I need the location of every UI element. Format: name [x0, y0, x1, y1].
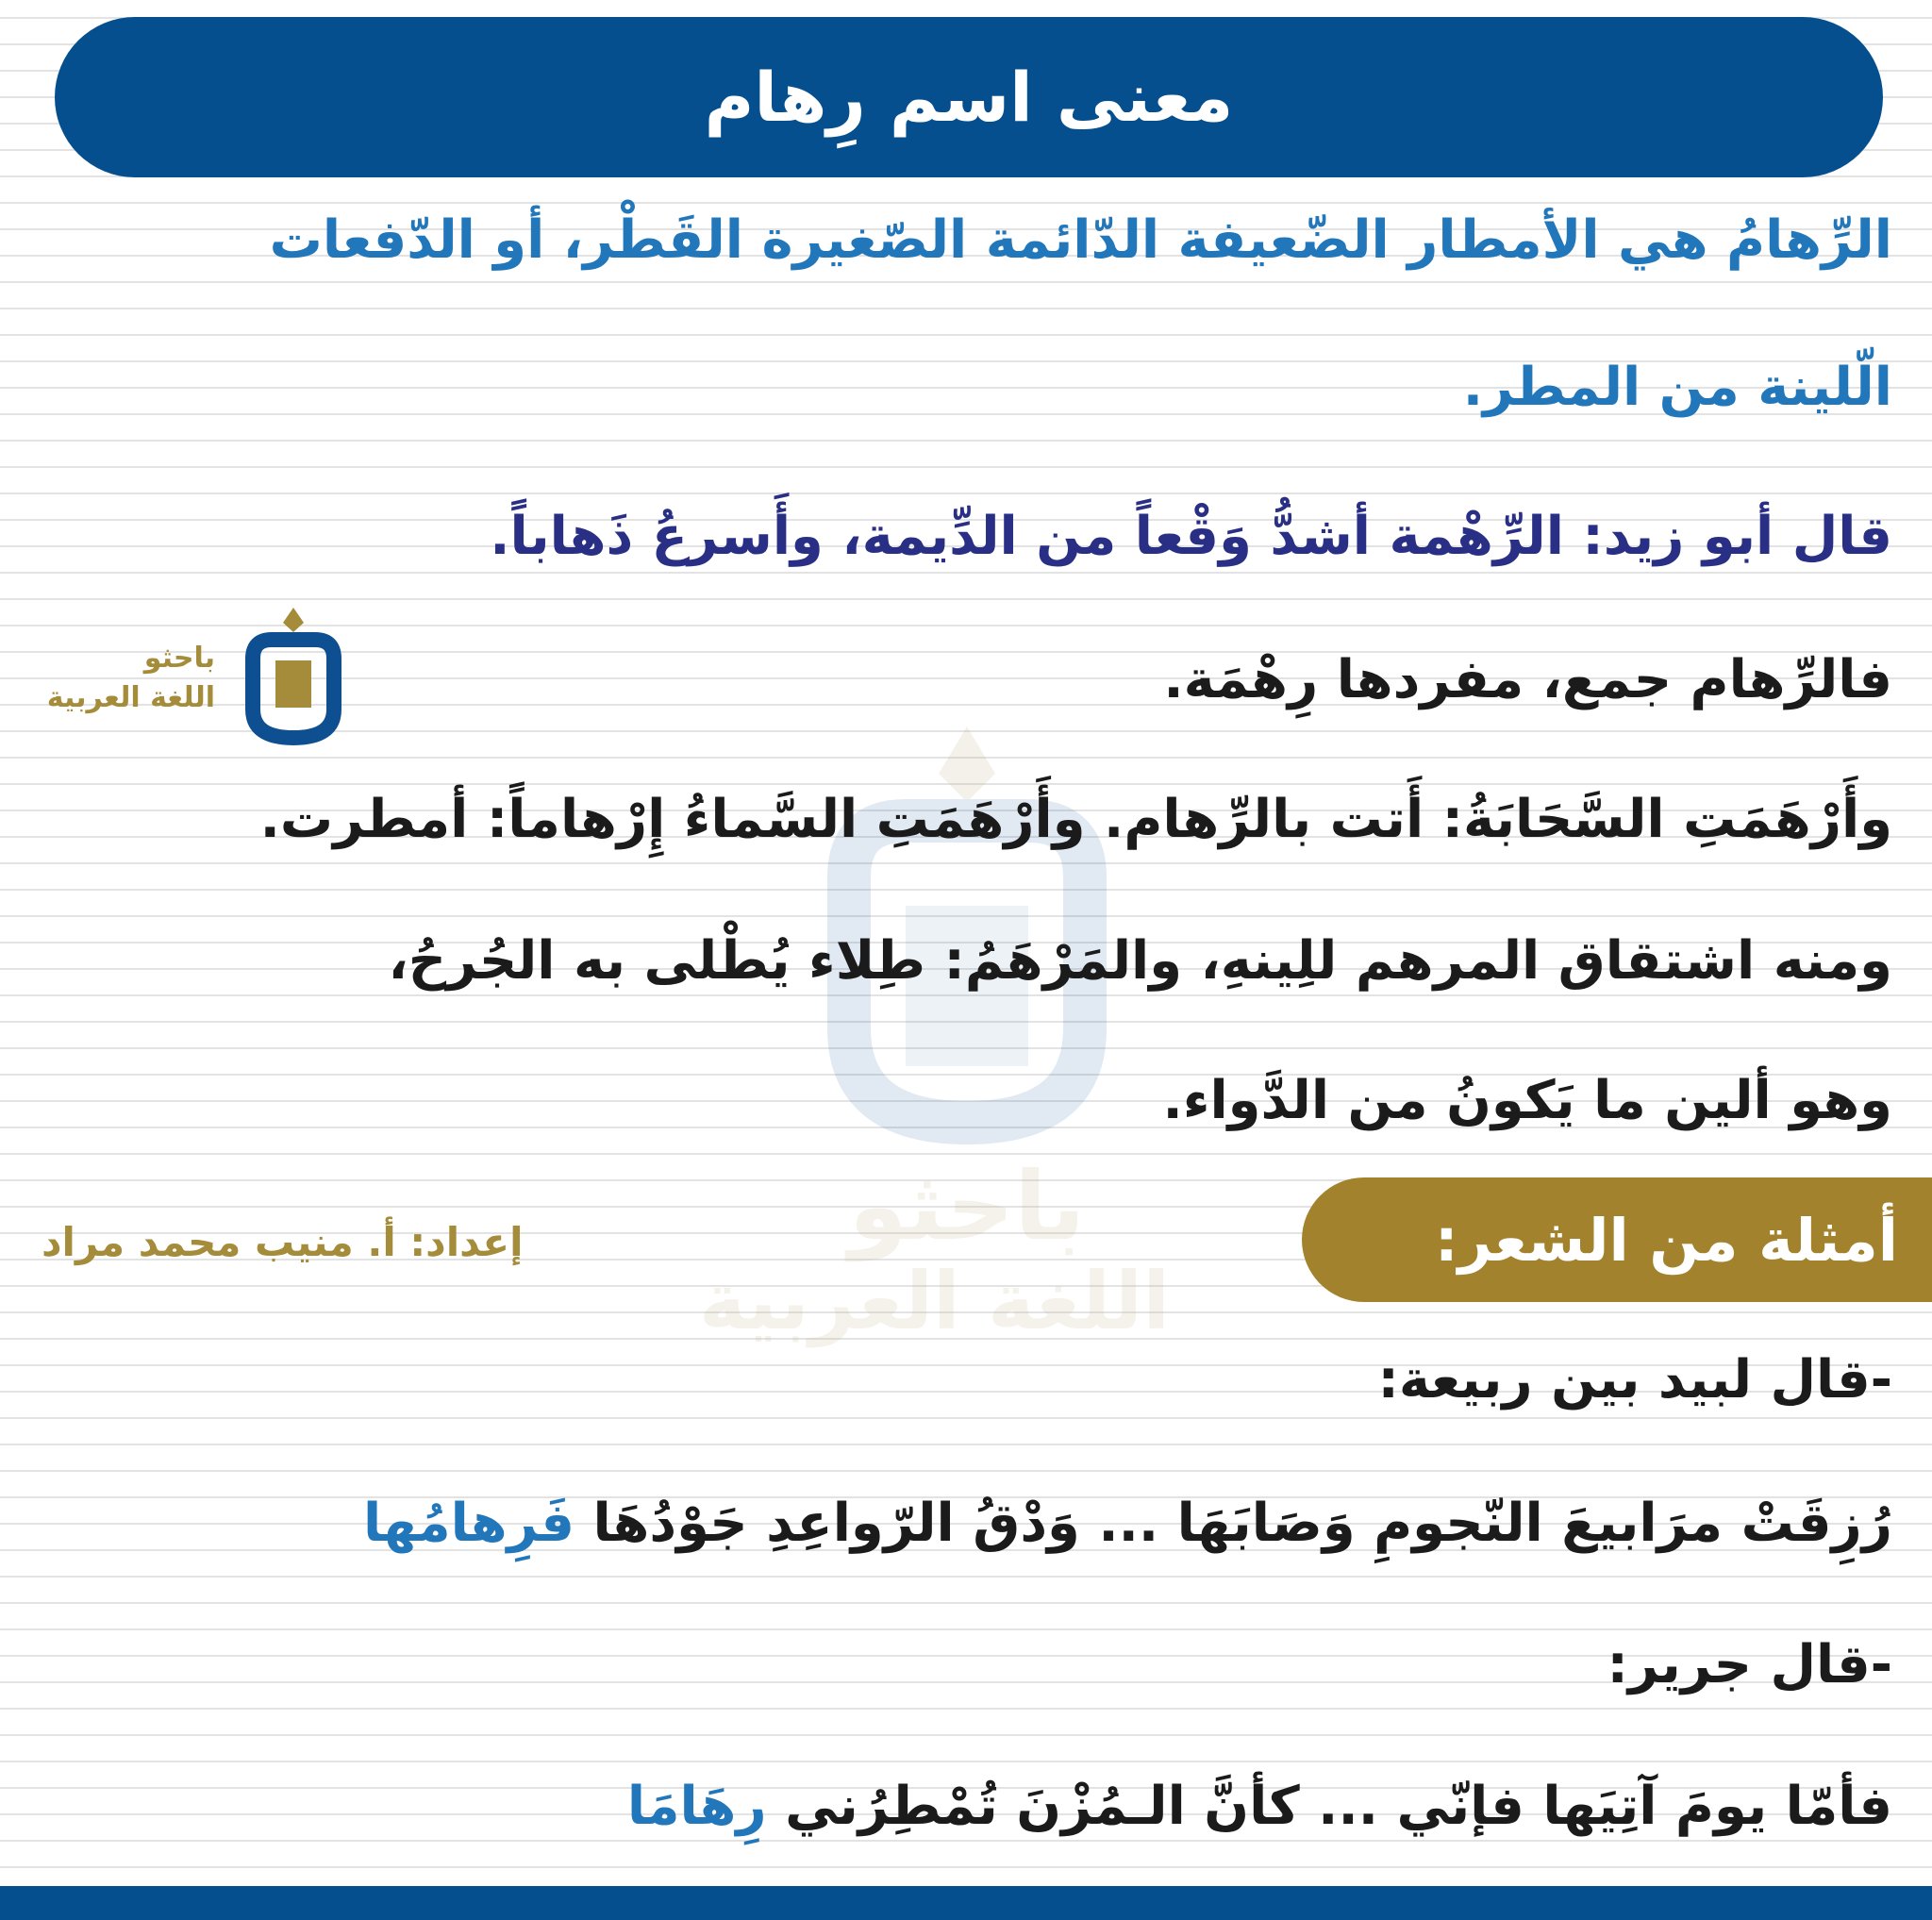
brand-logo: [45, 604, 357, 745]
page-title: معنى اسم رِهام: [704, 58, 1234, 137]
section-banner: [1302, 1177, 1932, 1302]
poem-1-verse-text: رُزِقَتْ مرَابيعَ النّجومِ وَصَابَهَا ... وَدْقُ الرّواعِدِ جَوْدُهَا: [575, 1493, 1892, 1554]
poem-1-intro: -قال لبيد بين ربيعة:: [1377, 1349, 1892, 1411]
section-title: أمثلة من الشعر:: [1434, 1205, 1898, 1275]
body-line-3: ومنه اشتقاق المرهم للِينهِ، والمَرْهَمُ: طِلاء يُطْلى به الجُرحُ،: [388, 930, 1892, 992]
watermark-subtitle: اللغة العربية: [699, 1255, 1170, 1347]
definition-line-1: الرِّهامُ هي الأمطار الضّعيفة الدّائمة الصّغيرة القَطْر، أو الدّفعات: [269, 209, 1892, 271]
definition-line-2: الّلينة من المطر.: [1462, 357, 1892, 418]
body-line-4: وهو ألين ما يَكونُ من الدَّواء.: [1162, 1070, 1892, 1131]
brand-name: باحثو: [143, 642, 215, 675]
poem-1-highlight-word: فَرِهامُها: [363, 1493, 575, 1554]
poem-2-verse: [627, 1778, 1892, 1836]
brand-logo-icon: [230, 604, 357, 745]
footer-bar: [0, 1886, 1932, 1920]
poem-1-verse: [363, 1494, 1892, 1553]
poem-2-highlight-word: رِهَامَا: [626, 1776, 767, 1837]
body-line-2: وأَرْهَمَتِ السَّحَابَةُ: أَتت بالرِّهام. وأَرْهَمَتِ السَّماءُ إِرْهاماً: أمطرت.: [259, 789, 1892, 850]
title-banner: [55, 17, 1883, 177]
watermark-name: باحثو: [848, 1151, 1086, 1261]
brand-subtitle: اللغة العربية: [46, 681, 215, 714]
abu-zaid-quote: قال أبو زيد: الرِّهْمة أشدُّ وَقْعاً من الدِّيمة، وأَسرعُ ذَهاباً.: [490, 506, 1892, 567]
body-line-1: فالرِّهام جمع، مفردها رِهْمَة.: [1163, 649, 1892, 710]
poem-2-intro: -قال جرير:: [1607, 1634, 1892, 1695]
author-credit: إعداد: أ. منيب محمد مراد: [42, 1219, 524, 1265]
poem-2-verse-text: فأمّا يومَ آتِيَها فإنّي ... كأنَّ الـمُزْنَ تُمْطِرُني: [766, 1776, 1892, 1837]
